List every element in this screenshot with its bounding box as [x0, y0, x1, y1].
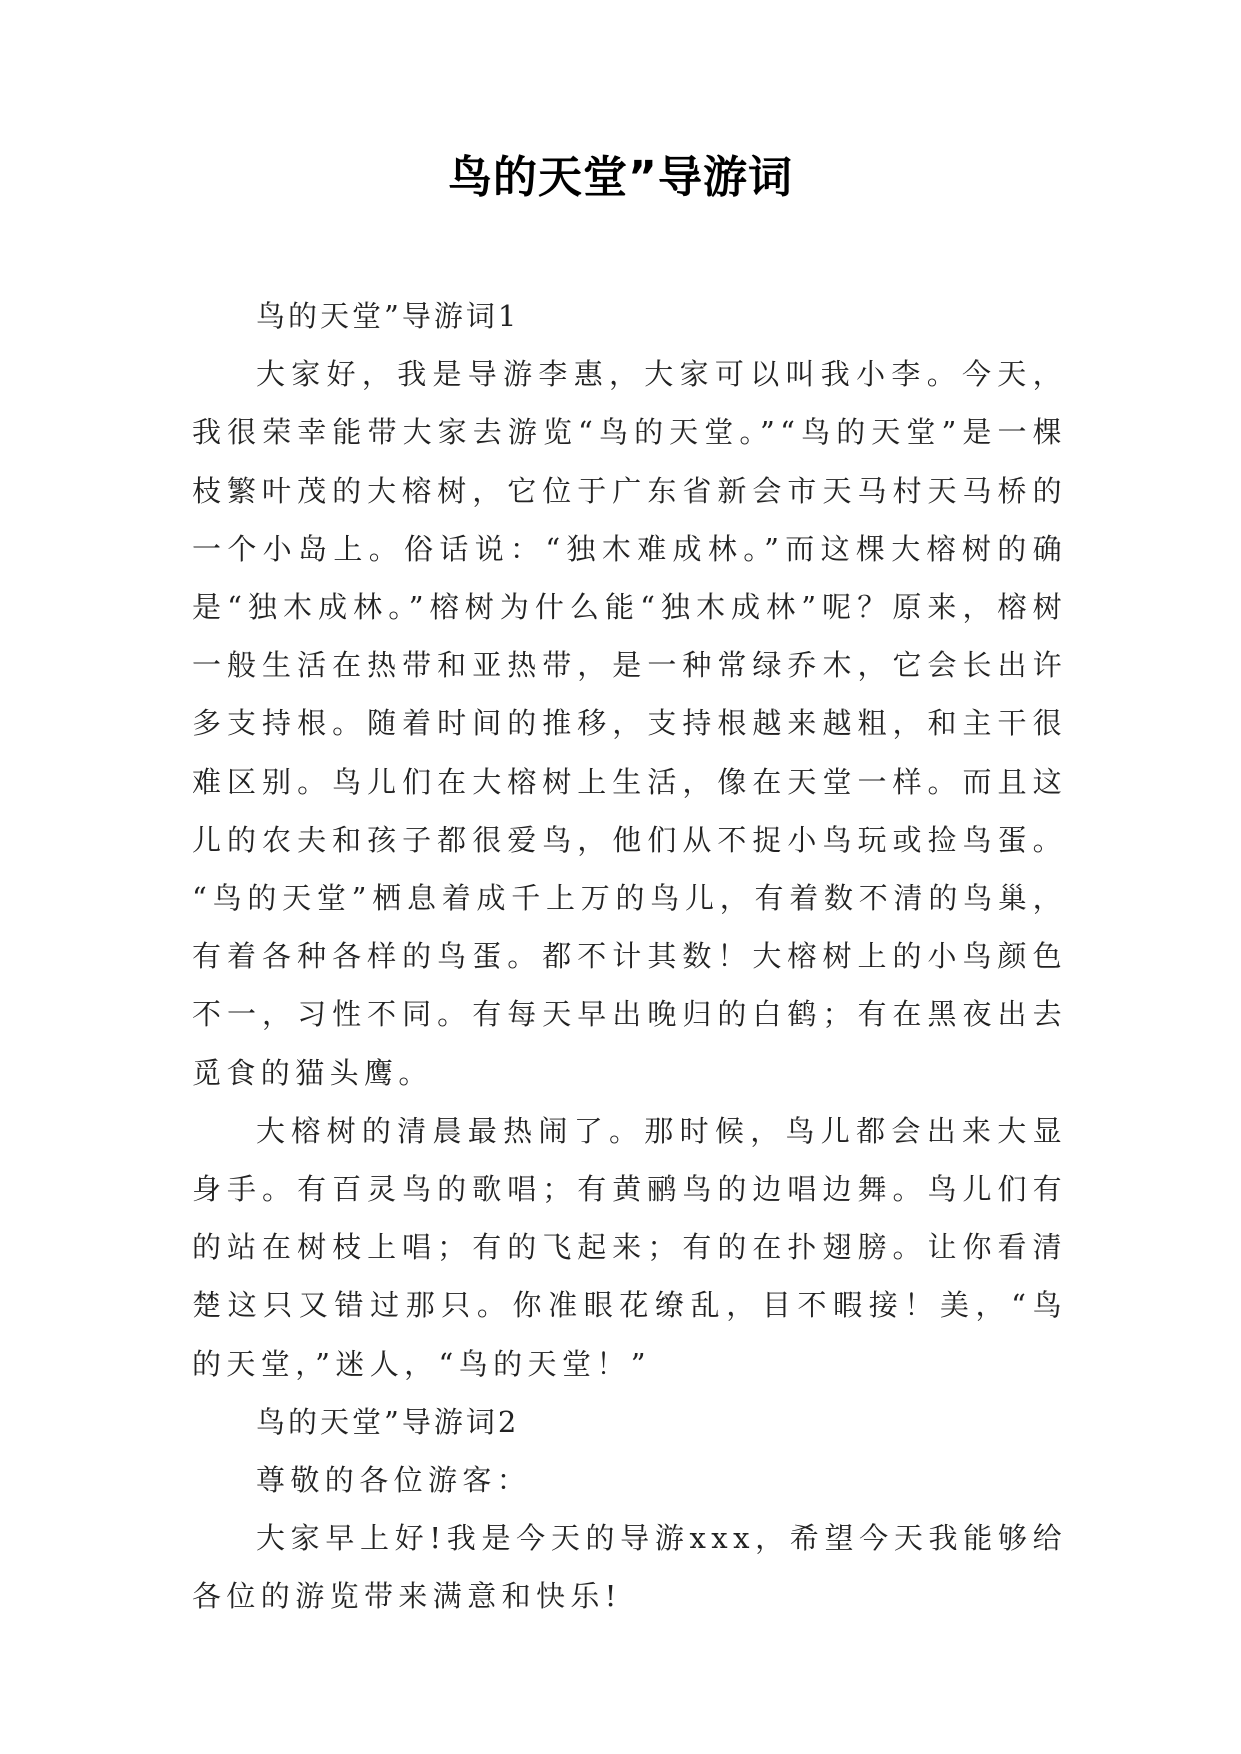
section-heading-1: 鸟的天堂”导游词1	[256, 299, 520, 333]
body-paragraph: 大家早上好!我是今天的导游xxx，希望今天我能够给各位的游览带来满意和快乐!	[192, 1521, 1067, 1614]
salutation: 尊敬的各位游客：	[256, 1463, 532, 1498]
document-body	[192, 287, 1067, 1626]
section-heading-2: 鸟的天堂”导游词2	[256, 1404, 520, 1439]
body-paragraph: 大家好，我是导游李惠，大家可以叫我小李。今天，我很荣幸能带大家去游览“鸟的天堂。”“鸟的天堂”是一棵枝繁叶茂的大榕树，它位于广东省新会市天马村天马桥的一个小岛上。俗话说：“独木难成林。”而这棵大榕树的确是“独木成林。”榕树为什么能“独木成林”呢？原来，榕树一般生活在热带和亚热带，是一种常绿乔木，它会长出许多支持根。随着时间的推移，支持根越来越粗，和主干很难区别。鸟儿们在大榕树上生活，像在天堂一样。而且这儿的农夫和孩子都很爱鸟，他们从不捉小鸟玩或捡鸟蛋。 “鸟的天堂”栖息着成千上万的鸟儿，有着数不清的鸟巢，有着各种各样的鸟蛋。都不计其数！大榕树上的小鸟颜色不一，习性不同。有每天早出晚归的白鹤；有在黑夜出去觅食的猫头鹰。	[192, 357, 1067, 1090]
body-paragraph: 大榕树的清晨最热闹了。那时候，鸟儿都会出来大显身手。有百灵鸟的歌唱；有黄鹂鸟的边唱边舞。鸟儿们有的站在树枝上唱；有的飞起来；有的在扑翅膀。让你看清楚这只又错过那只。你准眼花缭乱，目不暇接！美，“鸟的天堂，”迷人，“鸟的天堂！”	[192, 1113, 1067, 1381]
document-title: 鸟的天堂”导游词	[448, 152, 793, 203]
